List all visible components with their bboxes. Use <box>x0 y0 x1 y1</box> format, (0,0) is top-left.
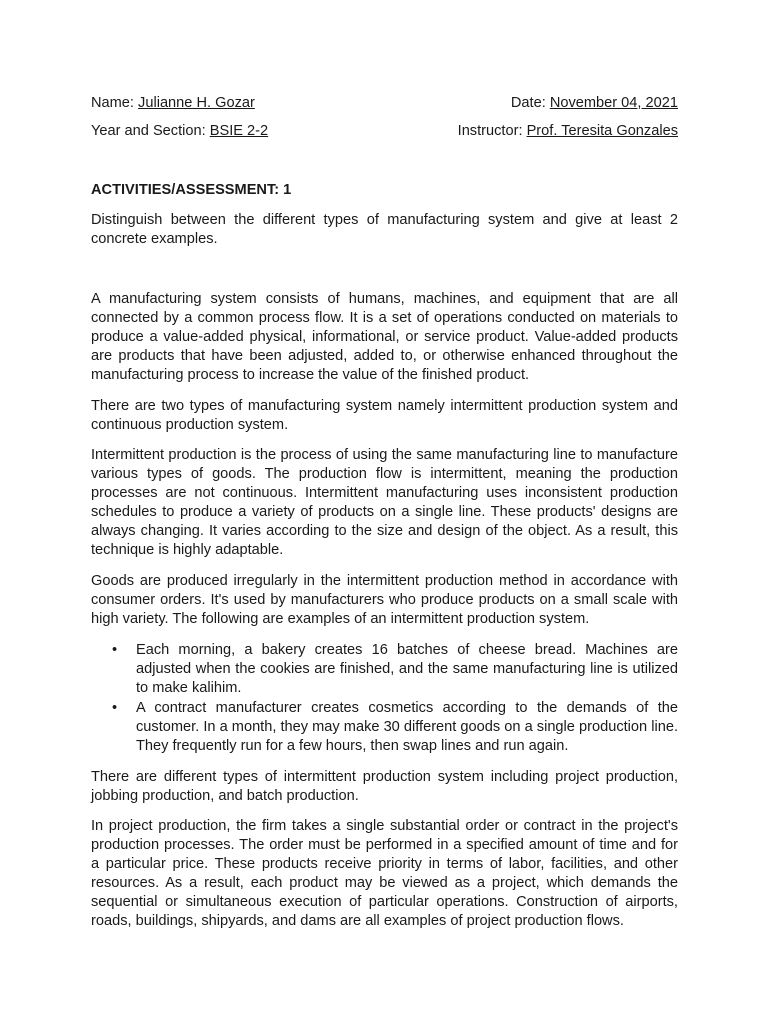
name-value: Julianne H. Gozar <box>138 95 255 111</box>
section-label: Year and Section: <box>91 123 210 139</box>
paragraph-project-production: In project production, the firm takes a single substantial order or contract in the project's production processes. The order must be performed in a specified amount of time and for a particular price. These products receive priority in terms of labor, facilities, and other resources. As a result, each product may be viewed as a project, which demands the sequential or simultaneous execution of particular operations. Construction of airports, roads, buildings, shipyards, and dams are all examples of project production flows. <box>91 818 678 929</box>
list-item <box>91 641 678 698</box>
date-field <box>511 93 678 113</box>
paragraph-manufacturing-system: A manufacturing system consists of humans, machines, and equipment that are all connected by a common process flow. It is a set of operations conducted on materials to produce a value-added physical, informational, or service product. Value-added products are products that have been adjusted, added to, or otherwise enhanced throughout the manufacturing process to increase the value of the finished product. <box>91 291 678 383</box>
activity-question: Distinguish between the different types of manufacturing system and give at least 2 concrete examples. <box>91 212 678 247</box>
paragraph-intermittent-types: There are different types of intermittent production system including project production, jobbing production, and batch production. <box>91 769 678 804</box>
section-field <box>91 121 268 141</box>
paragraph-two-types: There are two types of manufacturing system namely intermittent production system and continuous production system. <box>91 398 678 433</box>
list-item-text: Each morning, a bakery creates 16 batches of cheese bread. Machines are adjusted when the cookies are finished, and the same manufacturing line is utilized to make kalihim. <box>136 642 678 696</box>
list-item-text: A contract manufacturer creates cosmetics according to the demands of the customer. In a month, they may make 30 different goods on a single production line. They frequently run for a few hours, then swap lines and run again. <box>136 700 678 754</box>
list-item <box>91 699 678 756</box>
instructor-label: Instructor: <box>457 123 527 139</box>
instructor-field <box>458 121 678 141</box>
section-value: BSIE 2-2 <box>209 123 269 139</box>
examples-list <box>91 641 678 757</box>
name-label: Name: <box>91 95 139 111</box>
name-field <box>91 93 255 113</box>
paragraph-irregular-goods: Goods are produced irregularly in the intermittent production method in accordance with consumer orders. It's used by manufacturers who produce products on a small scale with high variety. The following are examples of an intermittent production system. <box>91 573 678 627</box>
bullet-icon: • <box>112 642 118 658</box>
paragraph-intermittent-production: Intermittent production is the process of using the same manufacturing line to manufacture various types of goods. The production flow is intermittent, meaning the production processes are not continuous. Intermittent manufacturing uses inconsistent production schedules to produce a variety of products on a single line. These products' designs are always changing. It varies according to the size and design of the object. As a result, this technique is highly adaptable. <box>91 447 678 558</box>
activity-heading: ACTIVITIES/ASSESSMENT: 1 <box>91 182 292 198</box>
date-value: November 04, 2021 <box>549 95 678 111</box>
date-label: Date: <box>510 95 550 111</box>
instructor-value: Prof. Teresita Gonzales <box>526 123 678 139</box>
bullet-icon: • <box>112 700 118 716</box>
